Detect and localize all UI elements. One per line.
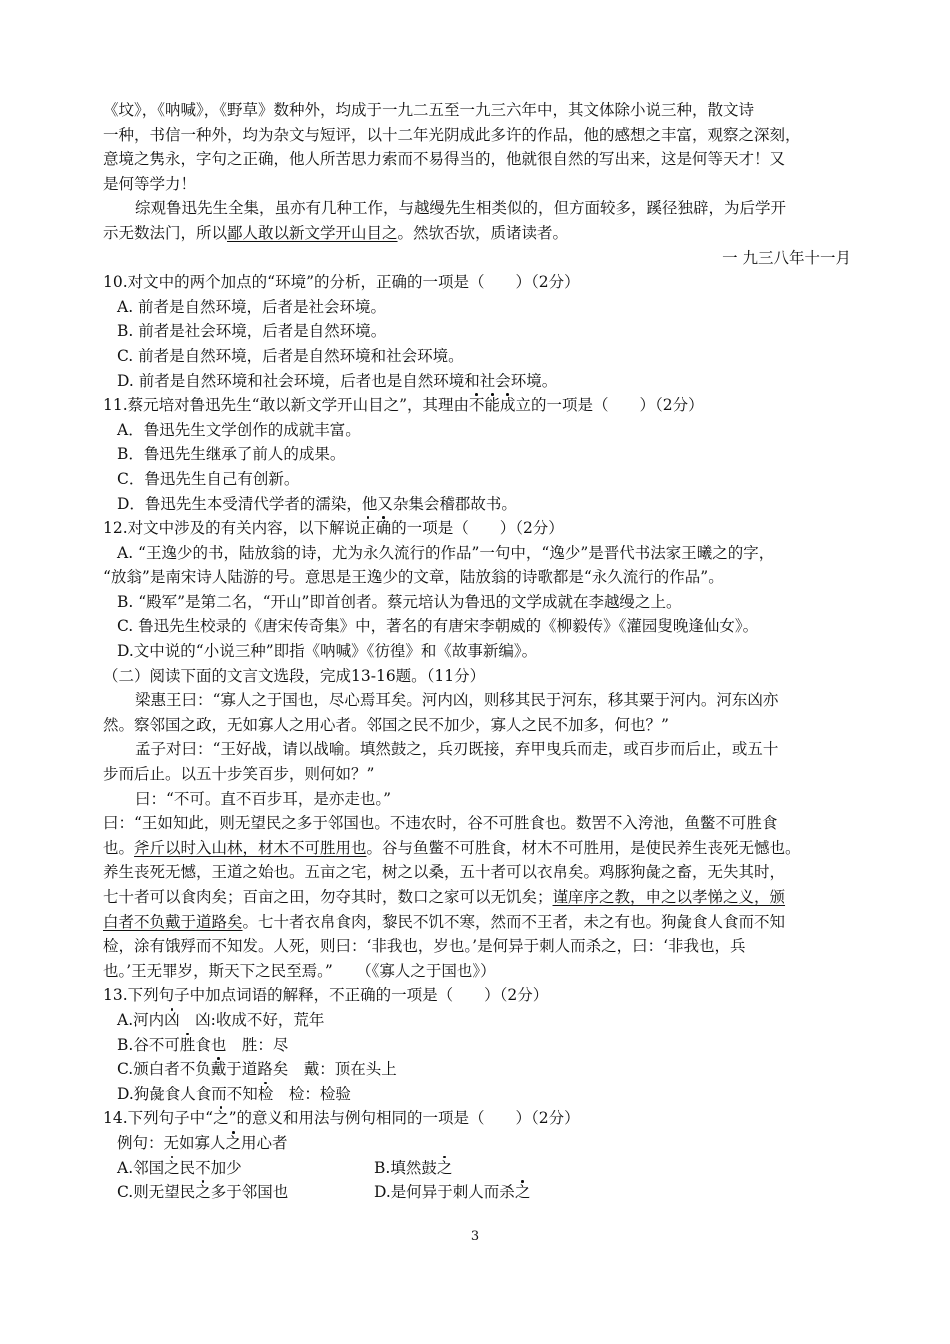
dotted-char: 确 <box>375 519 392 538</box>
question-13-stem: 13.下列句子中加点词语的解释，不正确的一项是（ ）（2分） <box>103 986 549 1005</box>
question-10-stem: 10.对文中的两个加点的“环境”的分析，正确的一项是（ ）（2分） <box>103 273 580 292</box>
dotted-char: 之 <box>195 1183 211 1202</box>
dotted-char: 之 <box>436 1158 453 1177</box>
text-line: 是何等学力！ <box>103 174 197 193</box>
option-a: A.河内凶 凶:收成不好，荒年 <box>117 1010 325 1029</box>
dotted-char: 不 <box>469 396 485 415</box>
options-row <box>103 1180 851 1205</box>
option-b: B. 前者是社会环境，后者是自然环境。 <box>117 322 387 341</box>
option-b: B．鲁迅先生继承了前人的成果。 <box>117 445 346 464</box>
text-line: 《坟》，《呐喊》，《野草》数种外，均成于一九二五至一九三六年中，其文体除小说三种，散文诗 <box>103 101 755 119</box>
question-12-stem: 12.对文中涉及的有关内容，以下解说正确的一项是（ ）（2分） <box>103 519 564 538</box>
text-line: 梁惠王曰：“寡人之于国也，尽心焉耳矣。河内凶，则移其民于河东，移其粟于河内。河东凶亦 <box>135 691 779 710</box>
dotted-char: 戴 <box>210 1060 227 1079</box>
dotted-char: 之 <box>514 1183 531 1202</box>
option-a: A. “王逸少的书，陆放翁的诗，尤为永久流行的作品”一句中，“逸少”是晋代书法家王曦之的字， <box>117 543 775 562</box>
dotted-char: 凶 <box>164 1010 180 1029</box>
option-a: A. 前者是自然环境，后者是社会环境。 <box>117 297 387 316</box>
text-line: 七十者可以食肉矣；百亩之田，勿夺其时，数口之家可以无饥矣；谨庠序之教，申之以孝悌之义，颁 <box>103 888 786 906</box>
options-row <box>103 1156 851 1181</box>
text-line: 白者不负戴于道路矣。七十者衣帛食肉，黎民不饥不寒，然而不王者，未之有也。狗彘食人食而不知 <box>103 912 786 931</box>
dotted-char: 之 <box>164 1158 180 1177</box>
option-a: A．鲁迅先生文学创作的成就丰富。 <box>117 420 361 439</box>
option-c: C. 鲁迅先生校录的《唐宋传奇集》中，著名的有唐宋李朝威的《柳毅传》《灌园叟晚逢仙女》。 <box>117 617 759 636</box>
underlined-sentence: 白者不负戴于道路矣 <box>103 912 243 931</box>
option-b: B. “殿军”是第二名，“开山”即首创者。蔡元培认为鲁迅的文学成就在李越缦之上。 <box>117 592 682 611</box>
dotted-char: 检 <box>257 1084 274 1103</box>
text-line: 综观鲁迅先生全集，虽亦有几种工作，与越缦先生相类似的，但方面较多，蹊径独辟，为后学开 <box>135 199 787 218</box>
option-b: B.填然鼓之 <box>374 1158 453 1177</box>
text-line: 曰：“王如知此，则无望民之多于邻国也。不违农时，谷不可胜食也。数罟不入洿池，鱼鳖不可胜食 <box>103 814 778 833</box>
option-c: C.颁白者不负戴于道路矣 戴：顶在头上 <box>117 1060 397 1079</box>
text-line: 曰：“不可。直不百步耳，是亦走也。” <box>135 789 392 808</box>
dotted-char: 正 <box>360 519 376 538</box>
text-line: 检，涂有饿殍而不知发。人死，则曰：‘非我也，岁也。’是何异于刺人而杀之，曰：‘非我也，兵 <box>103 937 746 956</box>
question-11-stem: 11.蔡元培对鲁迅先生“敢以新文学开山目之”，其理由不能成立的一项是（ ）（2分） <box>103 396 704 415</box>
option-c: C. 前者是自然环境，后者是自然环境和社会环境。 <box>117 346 464 365</box>
option-d: D.文中说的“小说三种”即指《呐喊》《彷徨》和《故事新编》。 <box>117 642 538 661</box>
option-d: D.是何异于刺人而杀之 <box>374 1183 531 1202</box>
section-heading: （二）阅读下面的文言文选段，完成13-16题。（11分） <box>103 666 486 685</box>
text-line: 也。斧斤以时入山林，材木不可胜用也。谷与鱼鳖不可胜食，材木不可胜用，是使民养生丧死无憾也。 <box>103 838 801 857</box>
text-line: 然。察邻国之政，无如寡人之用心者。邻国之民不加少，寡人之民不加多，何也？” <box>103 715 669 734</box>
option-d: D. 前者是自然环境和社会环境，后者也是自然环境和社会环境。 <box>117 371 558 390</box>
document-page <box>103 98 851 1205</box>
dotted-char: 之 <box>225 1133 242 1152</box>
text-line: 也。’王无罪岁，斯天下之民至焉。” （《寡人之于国也》） <box>103 961 496 980</box>
dotted-char: 成 <box>500 396 516 415</box>
text-line: 意境之隽永，字句之正确，他人所苦思力索而不易得当的，他就很自然的写出来，这是何等天才！又 <box>103 150 786 169</box>
text-line: 孟子对曰：“王好战，请以战喻。填然鼓之，兵刃既接，弃甲曳兵而走，或百步而后止，或五十 <box>135 740 779 759</box>
option-c: C.则无望民之多于邻国也 <box>117 1183 289 1202</box>
text-line: 示无数法门，所以鄙人敢以新文学开山目之。然欤否欤，质诸读者。 <box>103 223 569 242</box>
option-d: D．鲁迅先生本受清代学者的濡染，他又杂集会稽郡故书。 <box>117 494 517 513</box>
dotted-char: 胜 <box>179 1035 196 1054</box>
question-14-stem: 14.下列句子中“之”的意义和用法与例句相同的一项是（ ）（2分） <box>103 1109 580 1128</box>
example-sentence: 例句：无如寡人之用心者 <box>117 1133 288 1152</box>
dotted-char: 之 <box>213 1109 229 1128</box>
option-b: B.谷不可胜食也 胜：尽 <box>117 1035 289 1054</box>
underlined-sentence: 斧斤以时入山林，材木不可胜用也 <box>134 838 367 857</box>
text-line: 养生丧死无憾，王道之始也。五亩之宅，树之以桑，五十者可以衣帛矣。鸡豚狗彘之畜，无失其时， <box>103 863 786 882</box>
option-c: C．鲁迅先生自己有创新。 <box>117 469 300 488</box>
underlined-sentence: 谨庠序之教，申之以孝悌之义，颁 <box>552 888 786 906</box>
text-line: 步而后止。以五十步笑百步，则何如？” <box>103 765 375 784</box>
option-a-continued: “放翁”是南宋诗人陆游的号。意思是王逸少的文章，陆放翁的诗歌都是“永久流行的作品”。 <box>103 568 724 587</box>
underlined-sentence: 鄙人敢以新文学开山目之 <box>227 223 398 242</box>
dotted-char: 能 <box>484 396 501 415</box>
option-d: D.狗彘食人食而不知检 检：检验 <box>117 1084 351 1103</box>
text-line: 一种，书信一种外，均为杂文与短评，以十二年光阴成此多许的作品，他的感想之丰富，观察之深刻， <box>103 125 801 144</box>
date-line: 一 九三八年十一月 <box>722 248 851 267</box>
page-number: 3 <box>470 1229 480 1244</box>
option-a: A.邻国之民不加少 <box>117 1158 242 1177</box>
